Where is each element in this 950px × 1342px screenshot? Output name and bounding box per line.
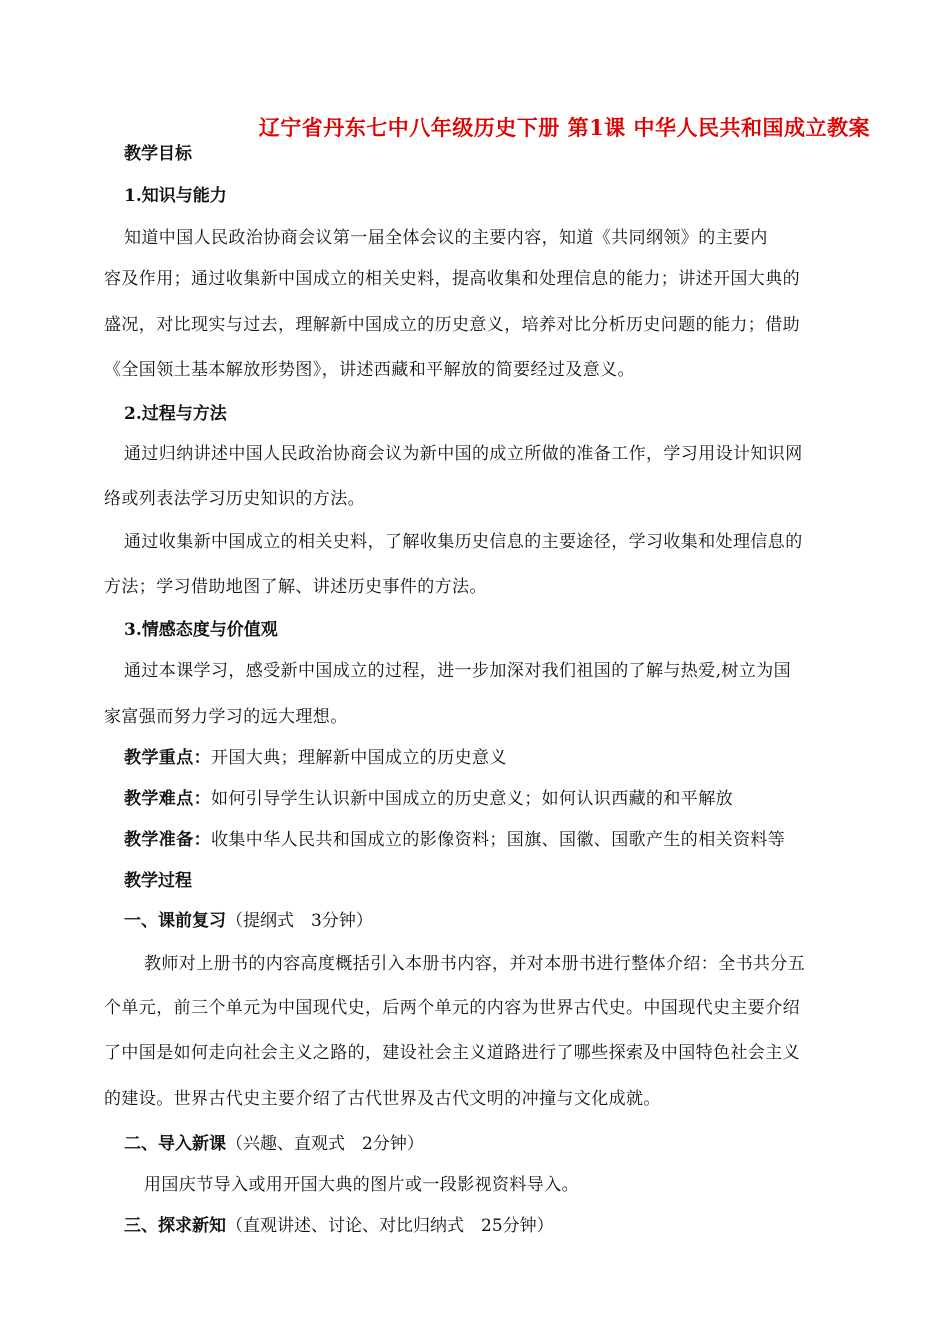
section-1-line-3: 盛况，对比现实与过去，理解新中国成立的历史意义，培养对比分析历史问题的能力；借助: [104, 315, 800, 335]
section-2-line-4: 方法；学习借助地图了解、讲述历史事件的方法。: [104, 577, 487, 597]
teaching-difficulty-label: 教学难点：: [124, 789, 211, 809]
step-1-line-1: 教师对上册书的内容高度概括引入本册书内容，并对本册书进行整体介绍：全书共分五: [144, 954, 806, 974]
step-1-line-3: 了中国是如何走向社会主义之路的，建设社会主义道路进行了哪些探索及中国特色社会主义: [104, 1043, 800, 1063]
document-title: 辽宁省丹东七中八年级历史下册 第1课 中华人民共和国成立教案: [258, 115, 870, 140]
step-1-note: （提纲式 3分钟）: [226, 911, 373, 931]
step-3-heading: [124, 1214, 554, 1238]
step-2-heading: [124, 1132, 424, 1156]
step-2-label: 二、导入新课: [124, 1134, 226, 1154]
section-1-line-2: 容及作用；通过收集新中国成立的相关史料，提高收集和处理信息的能力；讲述开国大典的: [104, 269, 800, 289]
step-3-label: 三、探求新知: [124, 1216, 226, 1236]
section-2-line-2: 络或列表法学习历史知识的方法。: [104, 489, 365, 509]
section-1-heading: 1.知识与能力: [124, 186, 227, 206]
teaching-preparation-label: 教学准备：: [124, 830, 211, 850]
step-1-line-4: 的建设。世界古代史主要介绍了古代世界及古代文明的冲撞与文化成就。: [104, 1089, 661, 1109]
teaching-focus: [124, 746, 507, 770]
section-2-line-1: 通过归纳讲述中国人民政治协商会议为新中国的成立所做的准备工作，学习用设计知识网: [124, 444, 803, 464]
section-1-line-4: 《全国领土基本解放形势图》，讲述西藏和平解放的简要经过及意义。: [104, 360, 635, 380]
step-1-label: 一、课前复习: [124, 911, 226, 931]
objectives-heading: 教学目标: [124, 144, 192, 164]
teaching-focus-label: 教学重点：: [124, 748, 211, 768]
step-1-line-2: 个单元，前三个单元为中国现代史，后两个单元的内容为世界古代史。中国现代史主要介绍: [104, 998, 800, 1018]
step-1-heading: [124, 909, 373, 933]
section-3-line-1: 通过本课学习，感受新中国成立的过程，进一步加深对我们祖国的了解与热爱,树立为国: [124, 661, 792, 681]
section-3-heading: 3.情感态度与价值观: [124, 620, 278, 640]
step-3-note: （直观讲述、讨论、对比归纳式 25分钟）: [226, 1216, 554, 1236]
teaching-preparation: [124, 828, 785, 852]
step-2-note: （兴趣、直观式 2分钟）: [226, 1134, 424, 1154]
section-1-line-1: 知道中国人民政治协商会议第一届全体会议的主要内容，知道《共同纲领》的主要内: [124, 228, 768, 248]
teaching-preparation-value: 收集中华人民共和国成立的影像资料；国旗、国徽、国歌产生的相关资料等: [211, 830, 786, 850]
teaching-difficulty: [124, 787, 733, 811]
section-2-heading: 2.过程与方法: [124, 404, 227, 424]
step-2-line: 用国庆节导入或用开国大典的图片或一段影视资料导入。: [144, 1175, 579, 1195]
process-heading: 教学过程: [124, 871, 192, 891]
teaching-difficulty-value: 如何引导学生认识新中国成立的历史意义；如何认识西藏的和平解放: [211, 789, 733, 809]
section-3-line-2: 家富强而努力学习的远大理想。: [104, 707, 348, 727]
section-2-line-3: 通过收集新中国成立的相关史料，了解收集历史信息的主要途径，学习收集和处理信息的: [124, 532, 803, 552]
teaching-focus-value: 开国大典；理解新中国成立的历史意义: [211, 748, 507, 768]
